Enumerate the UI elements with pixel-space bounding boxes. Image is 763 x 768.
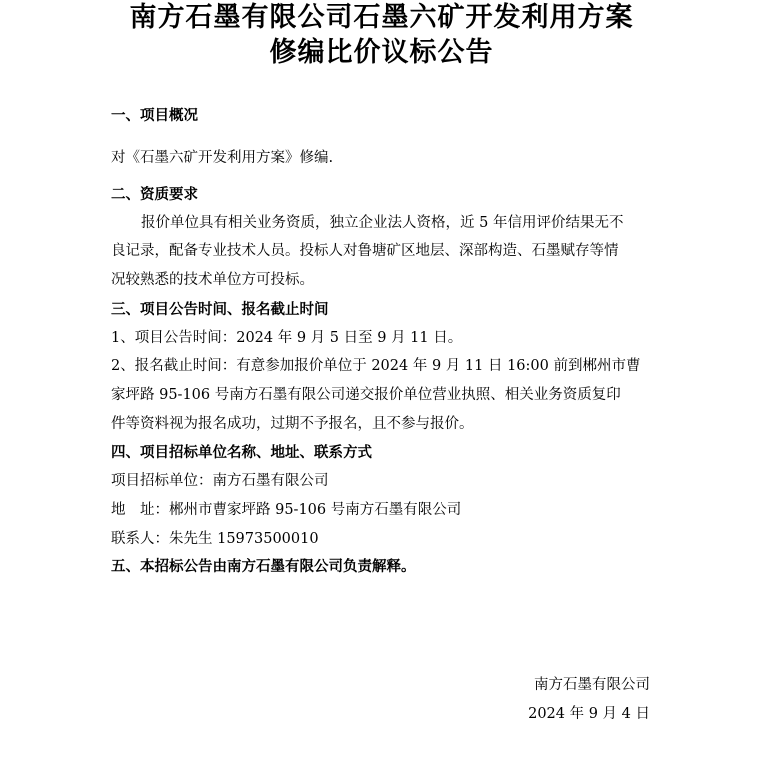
section-3-item-2-line-2: 家坪路 95-106 号南方石墨有限公司递交报价单位营业执照、相关业务资质复印 (111, 387, 621, 403)
signature-company: 南方石墨有限公司 (534, 677, 650, 693)
section-1-text: 对《石墨六矿开发利用方案》修编. (111, 150, 334, 166)
section-1-heading: 一、项目概况 (111, 108, 198, 124)
section-3-item-1: 1、项目公告时间：2024 年 9 月 5 日至 9 月 11 日。 (111, 330, 463, 346)
signature-date: 2024 年 9 月 4 日 (528, 706, 650, 722)
section-4-unit: 项目招标单位：南方石墨有限公司 (111, 473, 329, 489)
section-4-contact: 联系人：朱先生 15973500010 (111, 531, 319, 547)
section-2-text-line-3: 况较熟悉的技术单位方可投标。 (111, 272, 314, 288)
section-3-item-2-line-1: 2、报名截止时间：有意参加报价单位于 2024 年 9 月 11 日 16:00 前到郴州市曹 (111, 358, 641, 374)
section-3-item-2-line-3: 件等资料视为报名成功，过期不予报名，且不参与报价。 (111, 416, 474, 432)
notice-title-line-1: 南方石墨有限公司石墨六矿开发利用方案 (129, 2, 634, 33)
section-3-heading: 三、项目公告时间、报名截止时间 (111, 302, 329, 318)
section-2-heading: 二、资质要求 (111, 187, 198, 203)
section-2-text-line-2: 良记录，配备专业技术人员。投标人对鲁塘矿区地层、深部构造、石墨赋存等情 (111, 243, 619, 259)
section-4-address: 地 址：郴州市曹家坪路 95-106 号南方石墨有限公司 (111, 502, 462, 518)
section-2-text-line-1: 报价单位具有相关业务资质，独立企业法人资格，近 5 年信用评价结果无不 (141, 215, 624, 231)
section-5-heading: 五、本招标公告由南方石墨有限公司负责解释。 (111, 559, 416, 575)
notice-title-line-2: 修编比价议标公告 (269, 37, 494, 68)
section-4-heading: 四、项目招标单位名称、地址、联系方式 (111, 445, 372, 461)
